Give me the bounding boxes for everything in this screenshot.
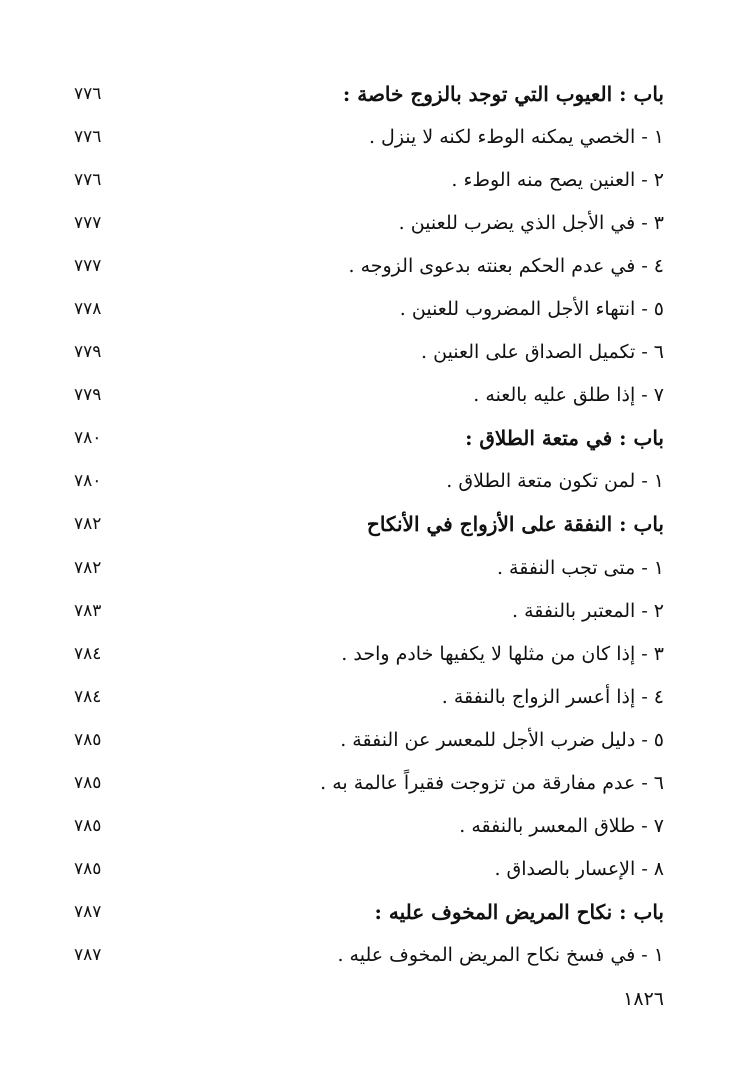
toc-entry — [74, 934, 664, 977]
toc-chapter-heading — [74, 503, 664, 546]
toc-entry — [74, 848, 664, 891]
toc-chapter-heading — [74, 72, 664, 115]
toc-entry-page: ٧٧٩ — [74, 342, 102, 363]
toc-entry-title: ١ - في فسخ نكاح المريض المخوف عليه . — [337, 944, 664, 967]
toc-entry — [74, 244, 664, 287]
toc-entry-title: ٤ - إذا أعسر الزواج بالنفقة . — [441, 685, 664, 708]
toc-entry-page: ٧٨٤ — [74, 643, 102, 664]
toc-entry-title: ٥ - انتهاء الأجل المضروب للعنين . — [399, 298, 664, 321]
toc-entry — [74, 632, 664, 675]
toc-entry-page: ٧٧٧ — [74, 255, 102, 276]
toc-entry-title: ١ - متى تجب النفقة . — [496, 556, 664, 579]
toc-entry — [74, 675, 664, 718]
toc-entry-title: ٧ - إذا طلق عليه بالعنه . — [473, 384, 664, 407]
toc-entry-page: ٧٨٥ — [74, 859, 102, 880]
toc-entry-title: ٣ - في الأجل الذي يضرب للعنين . — [398, 211, 664, 234]
toc-entry-title: ١ - لمن تكون متعة الطلاق . — [446, 470, 664, 493]
toc-entry-page: ٧٨٥ — [74, 729, 102, 750]
toc-entry — [74, 460, 664, 503]
toc-entry — [74, 546, 664, 589]
toc-entry-page: ٧٧٧ — [74, 212, 102, 233]
toc-entry-page: ٧٨٥ — [74, 816, 102, 837]
toc-entry — [74, 805, 664, 848]
toc-entry-title: ٥ - دليل ضرب الأجل للمعسر عن النفقة . — [340, 728, 664, 751]
toc-entry-page: ٧٧٦ — [74, 169, 102, 190]
toc-entry-page: ٧٨٠ — [74, 471, 102, 492]
toc-entry — [74, 589, 664, 632]
toc-entry — [74, 331, 664, 374]
toc-entry-title: ٦ - عدم مفارقة من تزوجت فقيراً عالمة به . — [320, 772, 664, 795]
toc-entry — [74, 762, 664, 805]
toc-entry-title: ٦ - تكميل الصداق على العنين . — [421, 341, 664, 364]
toc-entry-page: ٧٧٦ — [74, 126, 102, 147]
toc-entry — [74, 287, 664, 330]
table-of-contents — [74, 72, 664, 977]
toc-entry-title: ٣ - إذا كان من مثلها لا يكفيها خادم واحد . — [341, 642, 664, 665]
toc-entry — [74, 718, 664, 761]
toc-entry-page: ٧٨٧ — [74, 945, 102, 966]
toc-entry-page: ٧٨٥ — [74, 773, 102, 794]
toc-entry-title: باب : في متعة الطلاق : — [465, 426, 664, 451]
toc-entry-title: ٢ - المعتبر بالنفقة . — [511, 599, 664, 622]
toc-chapter-heading — [74, 417, 664, 460]
toc-entry-title: ٤ - في عدم الحكم بعنته بدعوى الزوجه . — [348, 254, 664, 277]
page-number: ١٨٢٦ — [623, 988, 664, 1010]
toc-entry — [74, 115, 664, 158]
toc-entry-page: ٧٧٩ — [74, 385, 102, 406]
toc-entry-title: ٨ - الإعسار بالصداق . — [494, 858, 664, 881]
toc-entry — [74, 201, 664, 244]
toc-chapter-heading — [74, 891, 664, 934]
toc-entry-page: ٧٧٦ — [74, 83, 102, 104]
toc-entry-page: ٧٨٢ — [74, 514, 102, 535]
toc-entry-page: ٧٨٢ — [74, 557, 102, 578]
toc-entry-title: ١ - الخصي يمكنه الوطء لكنه لا ينزل . — [368, 125, 664, 148]
toc-entry-title: باب : النفقة على الأزواج في الأنكاح — [366, 512, 664, 537]
toc-entry-page: ٧٨٠ — [74, 428, 102, 449]
toc-entry — [74, 158, 664, 201]
toc-entry-title: باب : العيوب التي توجد بالزوج خاصة : — [342, 81, 664, 106]
toc-entry-title: ٢ - العنين يصح منه الوطء . — [451, 168, 664, 191]
toc-entry-title: باب : نكاح المريض المخوف عليه : — [374, 900, 664, 925]
toc-entry-title: ٧ - طلاق المعسر بالنفقه . — [459, 815, 664, 838]
toc-entry-page: ٧٨٣ — [74, 600, 102, 621]
toc-entry — [74, 374, 664, 417]
toc-entry-page: ٧٨٤ — [74, 686, 102, 707]
toc-entry-page: ٧٧٨ — [74, 299, 102, 320]
toc-entry-page: ٧٨٧ — [74, 902, 102, 923]
